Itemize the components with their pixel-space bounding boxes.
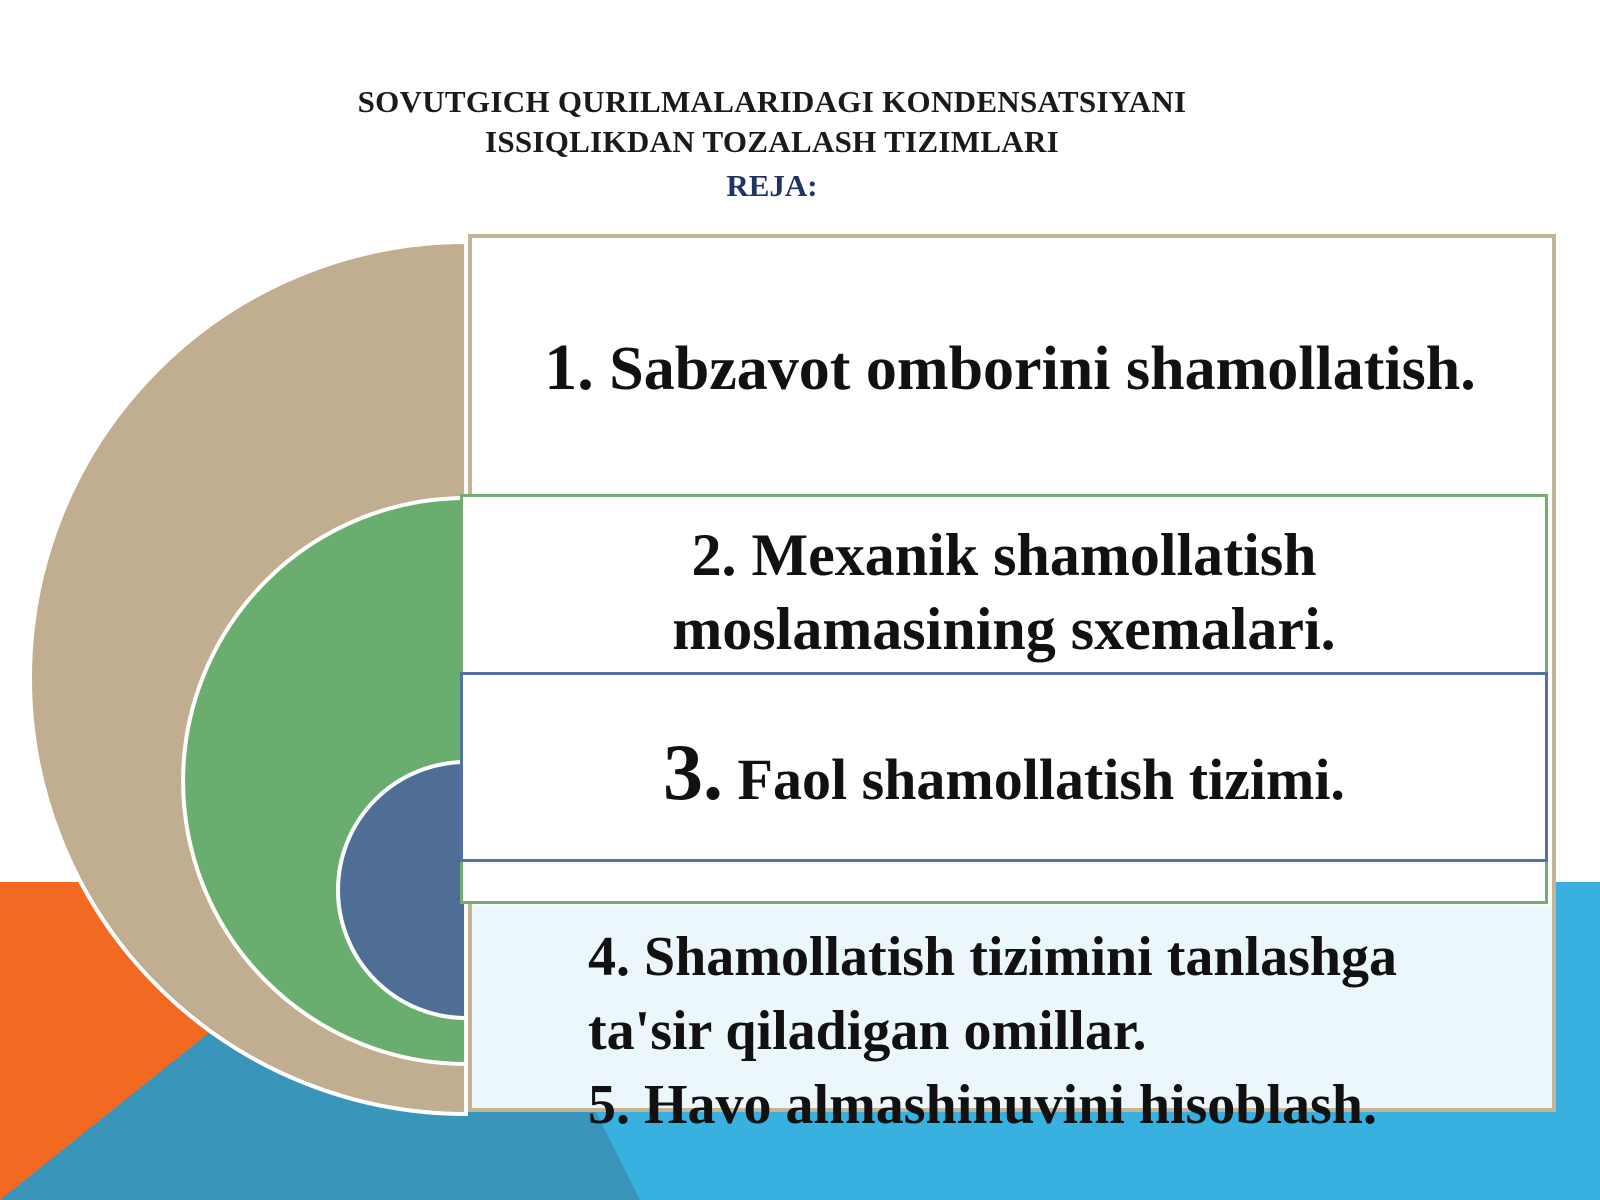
plan-item-2-number: 2. (691, 522, 737, 588)
slide-title-line-2: ISSIQLIKDAN TOZALASH TIZIMLARI (484, 124, 1060, 159)
plan-item-2 (460, 518, 1548, 666)
slide-title-line-1: SOVUTGICH QURILMALARIDAGI KONDENSATSIYANI (357, 84, 1187, 119)
plan-item-5: 5. Havo almashinuvini hisoblash. (588, 1074, 1377, 1136)
plan-item-2-text: Mexanik shamollatish (736, 522, 1317, 588)
plan-item-1 (470, 330, 1550, 406)
plan-item-2-line-2: moslamasining sxemalari. (672, 596, 1336, 662)
plan-items-4-5 (588, 920, 1548, 1142)
plan-item-2-line-1 (460, 518, 1548, 592)
plan-heading: REJA: (726, 168, 818, 203)
plan-item-3-number: 3. (663, 729, 724, 817)
plan-item-3-text: Faol shamollatish tizimi. (723, 747, 1345, 812)
plan-item-1-text: Sabzavot omborini shamollatish. (593, 335, 1476, 403)
plan-item-4-line-1: 4. Shamollatish tizimini tanlashga (588, 926, 1398, 988)
plan-item-3 (460, 728, 1548, 819)
plan-item-4-line-2: ta'sir qiladigan omillar. (588, 1000, 1147, 1062)
plan-item-1-number: 1. (544, 331, 594, 404)
